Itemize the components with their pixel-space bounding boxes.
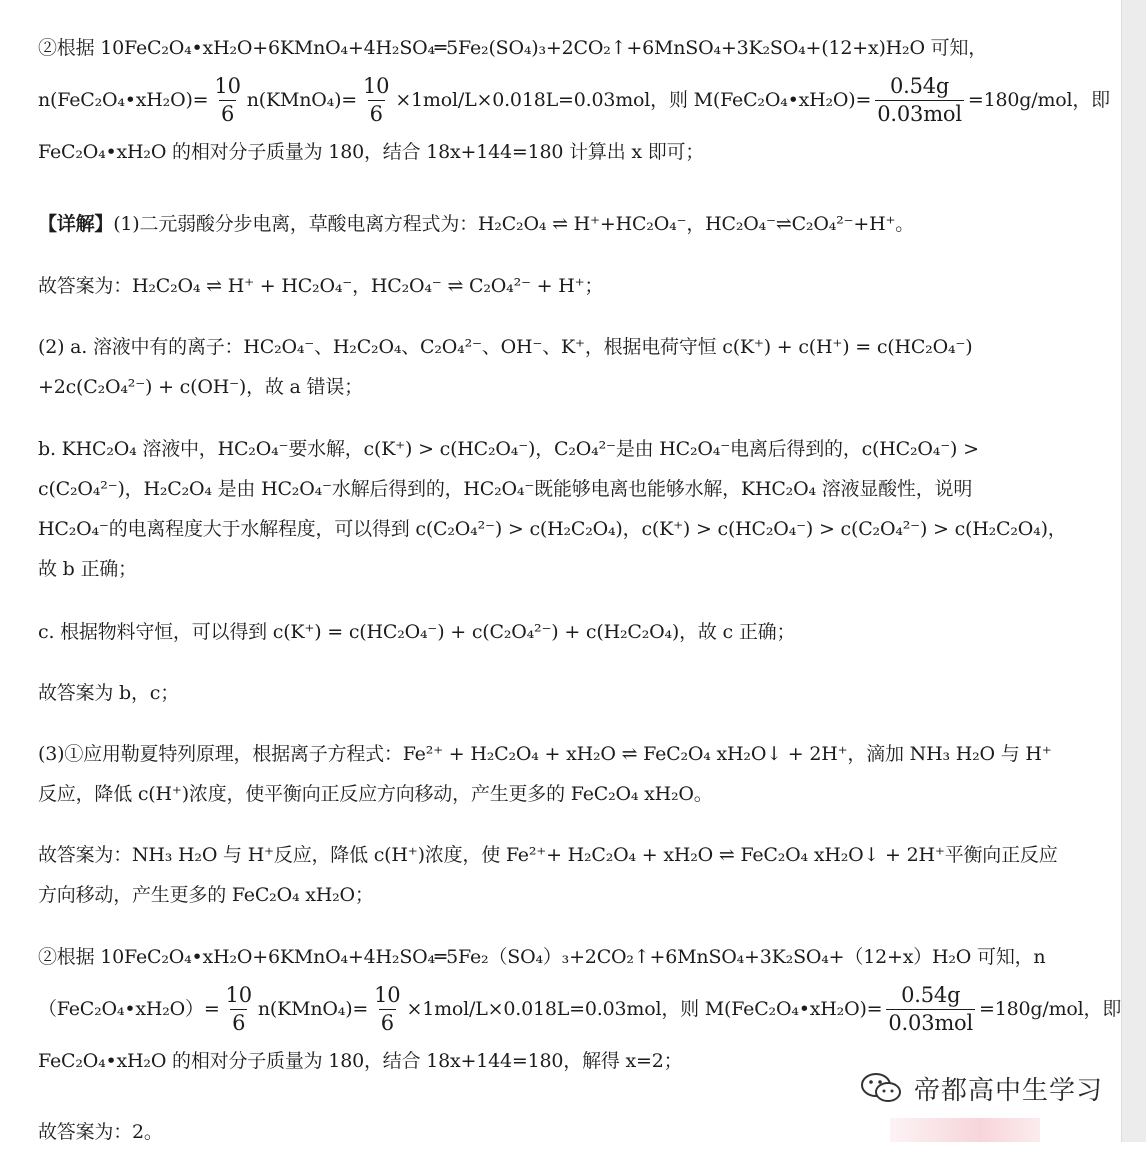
decorative-strip (890, 1118, 1040, 1142)
paragraph-7 (38, 673, 1108, 713)
line: 反应，降低 c(H⁺)浓度，使平衡向正反应方向移动，产生更多的 FeC₂O₄ xH₂O。 (38, 783, 713, 805)
line: c(C₂O₄²⁻)，H₂C₂O₄ 是由 HC₂O₄⁻水解后得到的，HC₂O₄⁻既能够电离也能够水解，KHC₂O₄ 溶液显酸性，说明 (38, 478, 973, 500)
text-segment: n(KMnO₄)= (257, 998, 369, 1020)
line: +2c(C₂O₄²⁻) + c(OH⁻)，故 a 错误； (38, 376, 363, 398)
line: 方向移动，产生更多的 FeC₂O₄ xH₂O； (38, 884, 374, 906)
line: ②根据 10FeC₂O₄•xH₂O+6KMnO₄+4H₂SO₄═5Fe₂(SO₄)₃+2CO₂↑+6MnSO₄+3K₂SO₄+(12+x)H₂O 可知， (38, 37, 988, 59)
numerator: 0.54g (901, 982, 961, 1007)
detail-heading: 【详解】 (38, 213, 114, 235)
fraction (361, 73, 391, 126)
denominator: 6 (369, 101, 383, 126)
text-segment: ×1mol/L×0.018L=0.03mol，则 M(FeC₂O₄•xH₂O)= (406, 998, 883, 1020)
denominator: 0.03mol (877, 101, 962, 126)
formula-row (38, 68, 1108, 132)
paragraph-4 (38, 327, 1108, 407)
numerator: 10 (374, 982, 401, 1007)
denominator: 0.03mol (888, 1010, 974, 1035)
line: HC₂O₄⁻的电离程度大于水解程度，可以得到 c(C₂O₄²⁻) > c(H₂C₂O₄)，c(K⁺) > c(HC₂O₄⁻) > c(C₂O₄²⁻) > c(H₂C₂O₄)， (38, 518, 1067, 540)
denominator: 6 (380, 1010, 394, 1035)
paragraph-9 (38, 835, 1108, 915)
fraction (875, 73, 964, 126)
line: 故答案为：NH₃ H₂O 与 H⁺反应，降低 c(H⁺)浓度，使 Fe²⁺+ H₂C₂O₄ + xH₂O ⇌ FeC₂O₄ xH₂O↓ + 2H⁺平衡向正反应 (38, 844, 1058, 866)
watermark-text: 帝都高中生学习 (914, 1075, 1104, 1106)
paragraph-10 (38, 937, 1122, 1081)
scrollbar[interactable] (1121, 0, 1146, 1142)
wechat-icon (858, 1070, 904, 1106)
text-segment: n(KMnO₄)= (246, 89, 357, 111)
numerator: 10 (225, 982, 252, 1007)
line: 故答案为：2。 (38, 1121, 163, 1143)
denominator: 6 (232, 1010, 246, 1035)
line: c. 根据物料守恒，可以得到 c(K⁺) = c(HC₂O₄⁻) + c(C₂O₄²⁻) + c(H₂C₂O₄)，故 c 正确； (38, 621, 796, 643)
fraction (212, 73, 242, 126)
paragraph-1 (38, 28, 1108, 172)
line: ②根据 10FeC₂O₄•xH₂O+6KMnO₄+4H₂SO₄═5Fe₂（SO₄）₃+2CO₂↑+6MnSO₄+3K₂SO₄+（12+x）H₂O 可知，n (38, 946, 1046, 968)
line: 故答案为：H₂C₂O₄ ⇌ H⁺ + HC₂O₄⁻，HC₂O₄⁻ ⇌ C₂O₄²⁻ + H⁺； (38, 275, 604, 297)
paragraph-8 (38, 734, 1108, 814)
text-segment: =180g/mol，即 (967, 89, 1110, 111)
fraction (372, 982, 402, 1035)
text-segment: n(FeC₂O₄•xH₂O)= (38, 89, 209, 111)
line: (2) a. 溶液中有的离子：HC₂O₄⁻、H₂C₂O₄、C₂O₄²⁻、OH⁻、K⁺，根据电荷守恒 c(K⁺) + c(H⁺) = c(HC₂O₄⁻) (38, 336, 973, 358)
fraction (886, 982, 975, 1035)
paragraph-6 (38, 612, 1108, 652)
paragraph-2 (38, 204, 1108, 244)
text-segment: =180g/mol，即 (979, 998, 1122, 1020)
line: 故答案为 b，c； (38, 682, 180, 704)
paragraph-3 (38, 266, 1108, 306)
line (38, 204, 1108, 244)
fraction (224, 982, 254, 1035)
text-segment: （FeC₂O₄•xH₂O）= (38, 998, 220, 1020)
line: (3)①应用勒夏特列原理，根据离子方程式：Fe²⁺ + H₂C₂O₄ + xH₂O ⇌ FeC₂O₄ xH₂O↓ + 2H⁺，滴加 NH₃ H₂O 与 H⁺ (38, 743, 1052, 765)
numerator: 0.54g (889, 73, 950, 98)
text-segment: ×1mol/L×0.018L=0.03mol，则 M(FeC₂O₄•xH₂O)= (395, 89, 872, 111)
formula-row (38, 977, 1122, 1041)
denominator: 6 (220, 101, 235, 126)
numerator: 10 (363, 73, 390, 98)
line: 故 b 正确； (38, 558, 137, 580)
paragraph-5 (38, 429, 1108, 589)
line: FeC₂O₄•xH₂O 的相对分子质量为 180，结合 18x+144=180，解得 x=2； (38, 1050, 683, 1072)
line: FeC₂O₄•xH₂O 的相对分子质量为 180，结合 18x+144=180 计算出 x 即可； (38, 141, 705, 163)
numerator: 10 (214, 73, 241, 98)
line: b. KHC₂O₄ 溶液中，HC₂O₄⁻要水解，c(K⁺) > c(HC₂O₄⁻)，C₂O₄²⁻是由 HC₂O₄⁻电离后得到的，c(HC₂O₄⁻) > (38, 438, 979, 460)
watermark (858, 1066, 1103, 1110)
text-segment: (1)二元弱酸分步电离，草酸电离方程式为：H₂C₂O₄ ⇌ H⁺+HC₂O₄⁻，HC₂O₄⁻⇌C₂O₄²⁻+H⁺。 (113, 213, 915, 235)
